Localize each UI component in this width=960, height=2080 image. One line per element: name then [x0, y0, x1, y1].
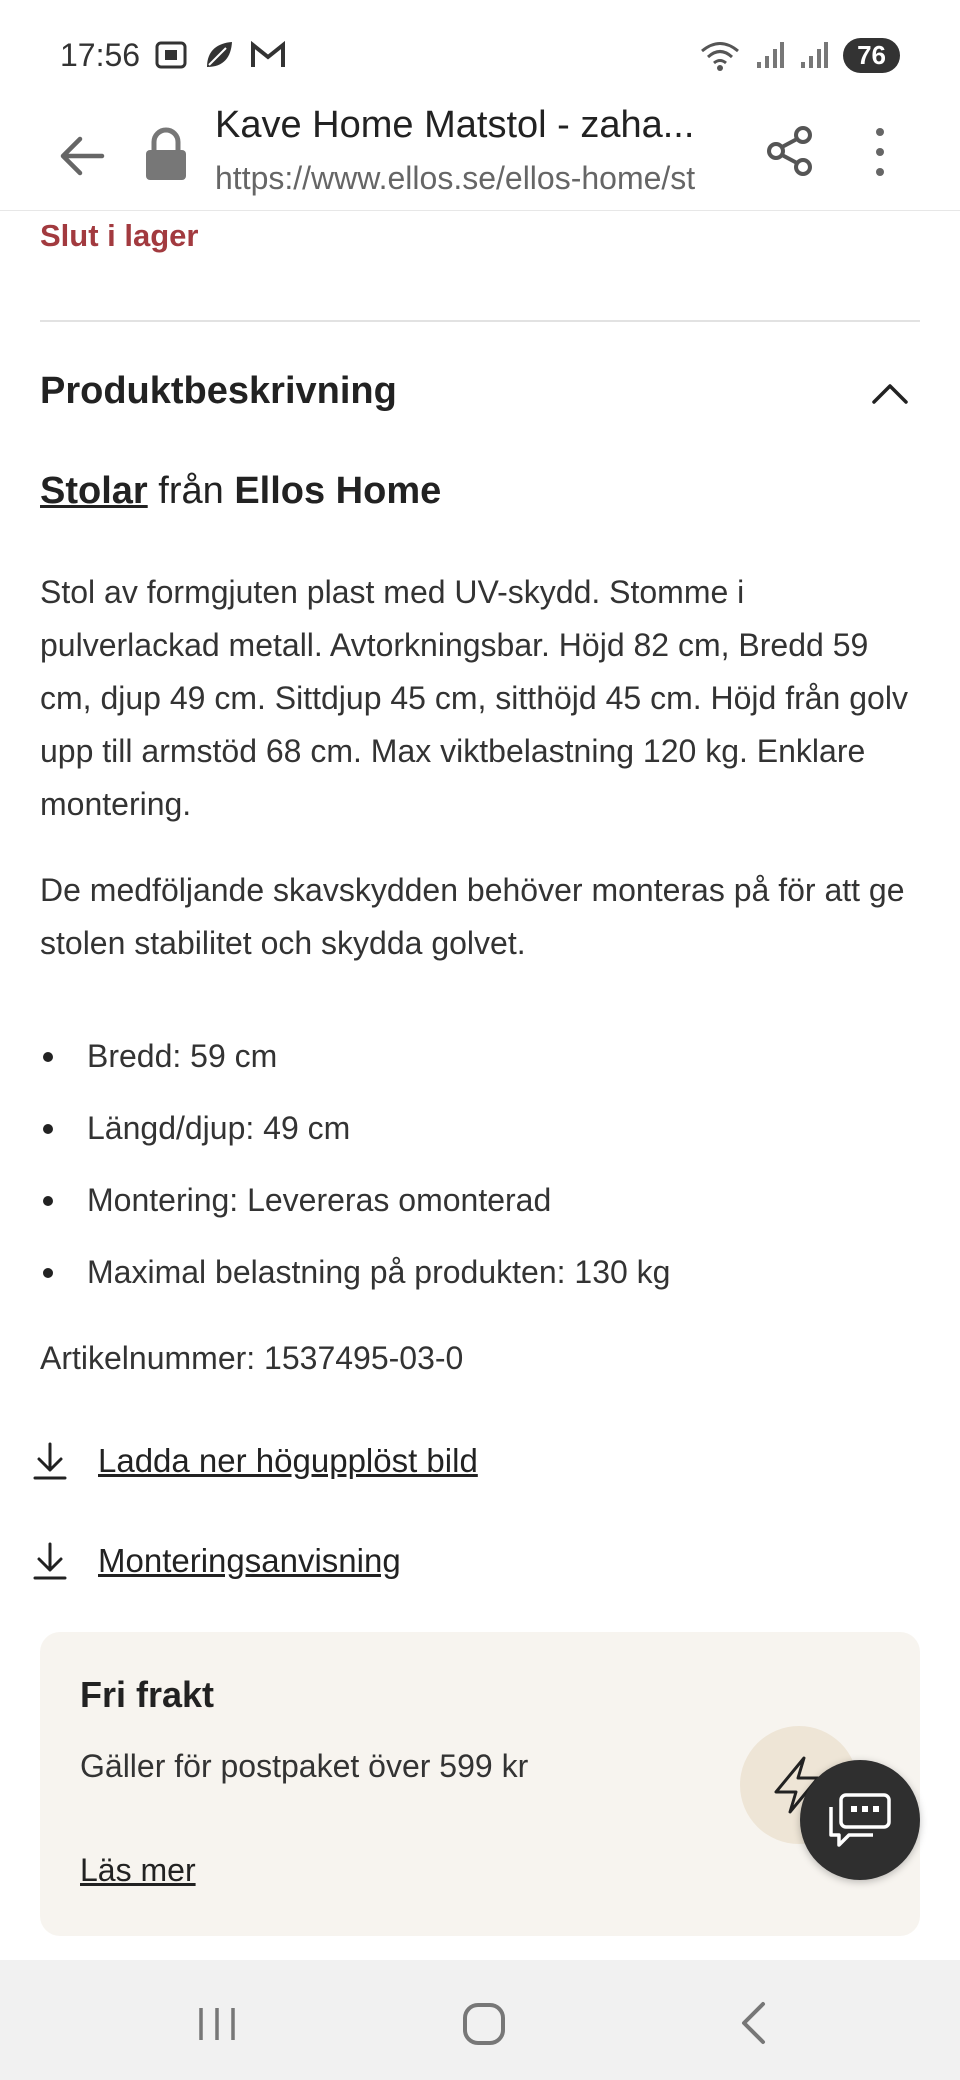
read-more-link[interactable]: Läs mer [80, 1852, 196, 1888]
spec-item: Längd/djup: 49 cm [40, 1102, 920, 1174]
gmail-icon [250, 40, 286, 70]
wifi-icon [699, 38, 741, 72]
status-right [699, 38, 900, 73]
browser-toolbar [0, 100, 960, 211]
free-shipping-card [40, 1632, 920, 1936]
shipping-title: Fri frakt [80, 1674, 215, 1715]
category-link[interactable]: Stolar [40, 470, 148, 512]
chat-icon [827, 1791, 893, 1849]
page-title[interactable]: Kave Home Matstol - zaha... [215, 104, 695, 146]
url-text[interactable]: https://www.ellos.se/ellos-home/st [215, 160, 696, 196]
share-icon[interactable] [763, 124, 817, 178]
chevron-up-icon[interactable] [870, 376, 910, 410]
chat-button[interactable] [800, 1760, 920, 1880]
signal-icon-2 [799, 40, 829, 70]
description-paragraph-2: De medföljande skavskydden behöver monteras på för att ge stolen stabilitet och skydda golvet. [40, 872, 905, 961]
download-image-link[interactable] [32, 1440, 478, 1482]
download-image-label[interactable]: Ladda ner högupplöst bild [98, 1442, 478, 1479]
status-bar [0, 0, 960, 110]
lock-icon[interactable] [138, 124, 194, 184]
spec-item: Maximal belastning på produkten: 130 kg [40, 1246, 920, 1318]
article-number: Artikelnummer: 1537495-03-0 [40, 1340, 464, 1376]
stock-status: Slut i lager [40, 218, 199, 253]
more-options-icon[interactable] [868, 122, 892, 182]
assembly-instructions-link[interactable] [32, 1540, 401, 1582]
leaf-icon [202, 38, 236, 72]
status-time: 17:56 [60, 36, 141, 73]
category-line [40, 470, 441, 513]
download-icon [32, 1540, 68, 1582]
screenshot-icon [154, 38, 188, 72]
system-nav-bar [0, 1960, 960, 2080]
category-from: från [158, 470, 224, 512]
recent-apps-icon[interactable] [196, 2005, 238, 2043]
nav-back-icon[interactable] [738, 2000, 768, 2046]
status-left [60, 37, 286, 74]
spec-list [40, 1030, 920, 1318]
download-icon [32, 1440, 68, 1482]
home-icon[interactable] [462, 2002, 506, 2046]
shipping-text: Gäller för postpaket över 599 kr [80, 1748, 529, 1784]
back-arrow-icon[interactable] [54, 128, 110, 184]
assembly-instructions-label[interactable]: Monteringsanvisning [98, 1542, 401, 1579]
brand-name: Ellos Home [234, 470, 442, 512]
spec-item: Montering: Levereras omonterad [40, 1174, 920, 1246]
battery-level: 76 [843, 38, 900, 73]
section-title[interactable]: Produktbeskrivning [40, 370, 397, 412]
description-paragraph-1: Stol av formgjuten plast med UV-skydd. Stomme i pulverlackad metall. Avtorkningsbar. Höjd 82 cm, Bredd 59 cm, djup 49 cm. Sittdjup 45 cm, sitthöjd 45 cm. Höjd från golv upp till armstöd 68 cm. Max viktbelastning 120 kg. Enklare montering. [40, 574, 908, 822]
signal-icon [755, 40, 785, 70]
spec-item: Bredd: 59 cm [40, 1030, 920, 1102]
divider [40, 320, 920, 322]
